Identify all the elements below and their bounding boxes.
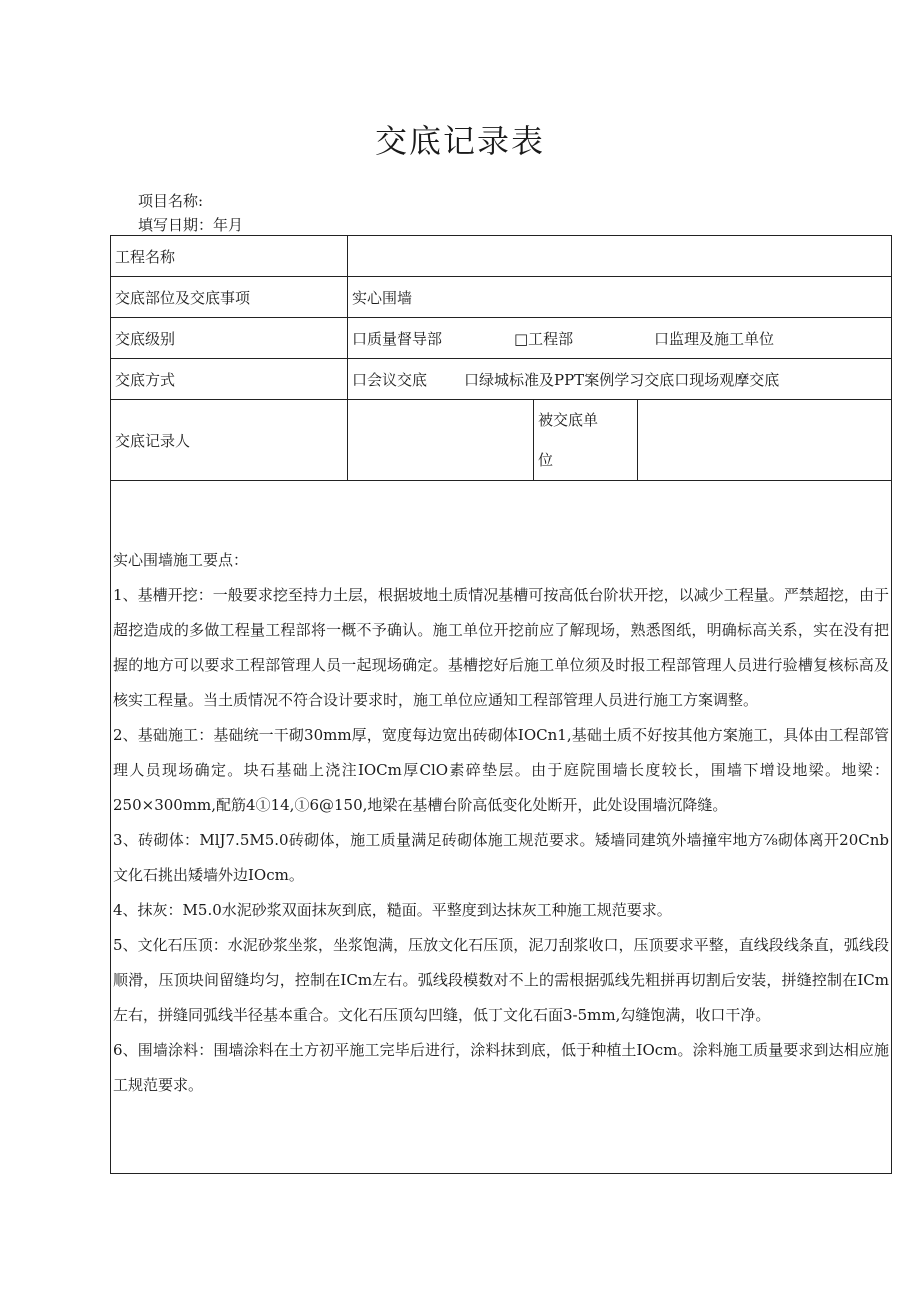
level-option-engineering-dept[interactable]: □工程部: [514, 329, 574, 348]
level-option-supervision-dept[interactable]: 口质量督导部: [352, 329, 443, 348]
method-options: [348, 359, 892, 400]
note-foundation: 2、基础施工：基础统一干砌30mm厚，宽度每边宽出砖砌体IOCn1,基础土质不好按其他方案施工，具体由工程部管理人员现场确定。块石基础上浇注IOCm厚ClO素碎垫层。由于庭院围墙长度较长，围墙下增设地梁。地梁：250×300mm,配筋4①14,①6@150,地梁在基槽台阶高低变化处断开，此处设围墙沉降缝。: [113, 726, 889, 814]
part-field[interactable]: 实心围墙: [348, 277, 892, 318]
content-heading: 实心围墙施工要点：: [113, 551, 249, 569]
construction-notes: [111, 481, 891, 1103]
engineering-name-field[interactable]: [348, 236, 892, 277]
fill-date-label: 填写日期：年月: [138, 216, 244, 234]
part-row: [111, 277, 892, 318]
level-row: [111, 318, 892, 359]
method-row: [111, 359, 892, 400]
level-options: [348, 318, 892, 359]
level-option-supervisor-contractor[interactable]: 口监理及施工单位: [654, 329, 775, 348]
note-trench-excavation: 1、基槽开挖：一般要求挖至持力土层，根据坡地土质情况基槽可按高低台阶状开挖，以减少工程量。严禁超挖，由于超挖造成的多做工程量工程部将一概不予确认。施工单位开挖前应了解现场，熟悉图纸，明确标高关系，实在没有把握的地方可以要求工程部管理人员一起现场确定。基槽挖好后施工单位须及时报工程部管理人员进行验槽复核标高及核实工程量。当土质情况不符合设计要求时，施工单位应通知工程部管理人员进行施工方案调整。: [113, 586, 889, 709]
engineering-name-label: 工程名称: [111, 236, 348, 277]
method-option-meeting[interactable]: 口会议交底: [352, 370, 428, 389]
note-masonry: 3、砖砌体：MlJ7.5M5.0砖砌体，施工质量满足砖砌体施工规范要求。矮墙同建筑外墙撞牢地方⅞砌体离开20Cnb文化石挑出矮墙外边IOcm。: [113, 831, 889, 884]
content-cell: [111, 481, 892, 1174]
recipient-label: [534, 400, 638, 481]
recipient-field[interactable]: [638, 400, 892, 481]
recorder-label: 交底记录人: [111, 400, 348, 481]
method-option-standard-case-study[interactable]: 口绿城标准及PPT案例学习交底口现场观摩交底: [464, 370, 780, 389]
project-name-label: 项目名称:: [138, 192, 204, 210]
method-label: 交底方式: [111, 359, 348, 400]
level-label: 交底级别: [111, 318, 348, 359]
part-label: 交底部位及交底事项: [111, 277, 348, 318]
recorder-field[interactable]: [348, 400, 534, 481]
engineering-name-row: [111, 236, 892, 277]
record-form-table: [110, 235, 892, 1174]
recipient-label-line1: 被交底单: [538, 411, 599, 429]
note-wall-coating: 6、围墙涂料：围墙涂料在土方初平施工完毕后进行，涂料抹到底，低于种植土IOcm。涂料施工质量要求到达相应施工规范要求。: [113, 1041, 889, 1094]
note-stone-coping: 5、文化石压顶：水泥砂浆坐浆，坐浆饱满，压放文化石压顶，泥刀刮浆收口，压顶要求平整，直线段线条直，弧线段顺滑，压顶块间留缝均匀，控制在ICm左右。弧线段模数对不上的需根据弧线先粗拼再切割后安装，拼缝控制在ICm左右，拼缝同弧线半径基本重合。文化石压顶勾凹缝，低丁文化石面3-5mm,勾缝饱满，收口干净。: [113, 936, 889, 1024]
note-plastering: 4、抹灰：M5.0水泥砂浆双面抹灰到底，糙面。平整度到达抹灰工种施工规范要求。: [113, 901, 672, 919]
document-title: 交底记录表: [374, 122, 545, 160]
recipient-label-line2: 位: [538, 451, 554, 469]
recorder-row: [111, 400, 892, 481]
content-row: [111, 481, 892, 1174]
